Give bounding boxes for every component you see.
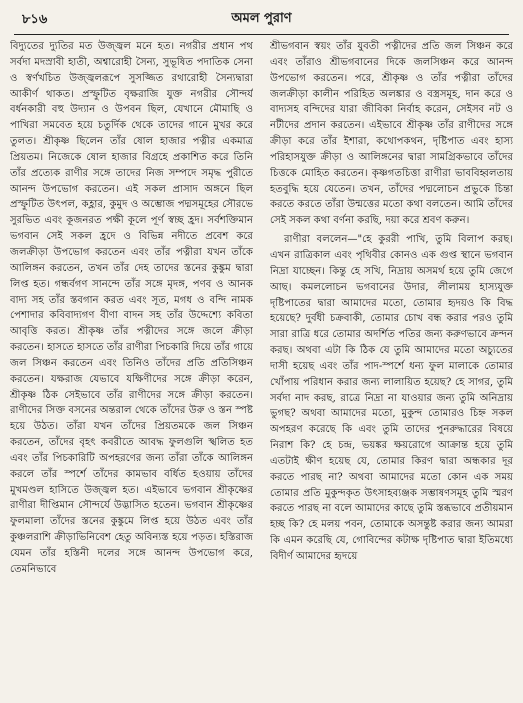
right-paragraph-1: শ্রীভগবান স্বয়ং তাঁর যুবতী পত্নীদের প্রতি জল সিঞ্চন করে এবং তাঁরাও শ্রীভগবানের দিকে জলসিঞ্চন করে আনন্দ উপভোগ করতেন। পরে, শ্রীকৃষ্ণ ও তাঁর পত্নীরা তাঁদের জলক্রীড়া কালীন পরিহিত অলঙ্কার ও বস্ত্রসমূহ, দান করে ও বাদ্যসহ বন্দিদের যারা জীবিকা নির্বাহ করেন, সেইসব নট ও নটীদের প্রদান করতেন। এইভাবে শ্রীকৃষ্ণ তাঁর রাণীদের সঙ্গে ক্রীড়া করে তাঁর ইশারা, কথোপকথন, দৃষ্টিপাত এবং হাস্য পরিহাসযুক্ত ক্রীড়া ও আলিঙ্গনের দ্বারা সামগ্রিকভাবে তাঁদের চিত্তকে মোহিত করতেন। কৃষ্ণগতচিত্তা রাণীরা ভাববিহ্বলতায় হতবুদ্ধি হয়ে যেতেন। তখন, তাঁদের পদ্মলোচন প্রভুকে চিন্তা করতে করতে তাঁরা উন্মত্তের মতো কথা বলতেন। আমি তাঁদের সেই সকল কথা বর্ণনা করছি, দয়া করে শ্রবণ করুন।: [270, 41, 513, 227]
header-rule: [14, 34, 509, 35]
page-number: ৮১৬: [22, 12, 48, 27]
right-paragraph-2: রাণীরা বললেন—"হে কুররী পাখি, তুমি বিলাপ করছ। এখন রাত্রিকাল এবং পৃথিবীর কোনও এক গুপ্ত স্থানে ভগবান নিদ্রা যাচ্ছেন। কিন্তু হে সখি, নিদ্রায় অসমর্থ হয়ে তুমি জেগে আছ। কমললোচন ভগবানের উদার, লীলাময় হাস্যযুক্ত দৃষ্টিপাতের দ্বারা আমাদের মতো, তোমার হৃদয়ও কি বিদ্ধ হয়েছে? দুর্বধী চক্রবাকী, তোমার চোখ বন্ধ করার পরও তুমি সারা রাত্রি ধরে তোমার অদর্শিত পতির জন্য করুণভাবে ক্রন্দন করছ। অথবা এটা কি ঠিক যে তুমি আমাদের মতো অচ্যুতের দাসী হয়েছ এবং তাঁর পাদ-স্পর্শে ধন্য ফুল মালাকে তোমার খোঁপায় পরিধান করার জন্য লালায়িত হয়েছ? হে সাগর, তুমি সর্বদা নাদ করছ, রাত্রে নিদ্রা না যাওয়ার জন্য তুমি অনিদ্রায় ভুগছ? অথবা আমাদের মতো, মুকুন্দ তোমারও চিহ্ন সকল অপহরণ করেছে কি এবং তুমি তাদের পুনরুদ্ধারের বিষয়ে নিরাশ কি? হে চন্দ্র, ভয়ঙ্কর ক্ষয়রোগে আক্রান্ত হয়ে তুমি এতটাই ক্ষীণ হয়েছ যে, তোমার কিরণ দ্বারা অন্ধকার দূর করতে পারছ না? অথবা আমাদের মতো কোন এক সময় তোমার প্রতি মুকুন্দকৃত উৎসাহব্যঞ্জক সম্ভাষণসমূহ তুমি স্মরণ করতে পারছ না বলে আমাদের কাছে তুমি স্তব্ধভাবে প্রতীয়মান হচ্ছ কি? হে মলয় পবন, তোমাকে অসন্তুষ্ট করার জন্য আমরা কি এমন করেছি যে, গোবিন্দের কটাক্ষ দৃষ্টিপাত দ্বারা ইতিমধ্যে বিদীর্ণ আমাদের হৃদয়ে: [270, 234, 513, 562]
left-paragraph-1: বিদ্যুতের দ্যুতির মত উজ্জ্বল মনে হত। নগরীর প্রধান পথ সর্বদা মদস্রাবী হাতী, অশ্বারোহী সৈন্য, সুভূষিত পদাতিক সেনা ও স্বর্ণখচিত উজ্জ্বলরূপে সুসজ্জিত রথারোহী সৈন্যদ্বারা আকীর্ণ থাকত। প্রস্ফুটিত বৃক্ষরাজি যুক্ত নগরীর সৌন্দর্য বর্ধনকারী বহু উদ্যান ও উপবন ছিল, যেখানে মৌমাছি ও পাখিরা সমবেত হয়ে চতুর্দিক থেকে তাদের গানে মুখর করে তুলত। শ্রীকৃষ্ণ ছিলেন তাঁর ষোল হাজার পত্নীর একমাত্র প্রিয়তম। নিজেকে ষোল হাজার বিগ্রহে প্রকাশিত করে তিনি তাঁর প্রত্যেক রাণীর সঙ্গে তাদের নিজ সম্পদে সমৃদ্ধ পুরীতে আনন্দ উপভোগ করতেন। এই সকল প্রাসাদ অঙ্গনে ছিল প্রস্ফুটিত উৎপল, কহ্লার, কুমুদ ও অম্ভোজ পদ্মসমূহের সৌরভে সুরভিত এবং কূজনরত পক্ষী কূলে পূর্ণ স্বচ্ছ হ্রদ। সর্বশক্তিমান ভগবান সেই সকল হ্রদে ও বিভিন্ন নদীতে প্রবেশ করে জলক্রীড়া উপভোগ করতেন এবং তাঁর পত্নীরা যখন তাঁকে আলিঙ্গন করতেন, তখন তাঁর দেহ তাদের স্তনের কুঙ্কুম দ্বারা লিপ্ত হত। গন্ধর্বগণ সানন্দে তাঁর সঙ্গে মৃদঙ্গ, পণব ও আনক বাদ্য সহ তাঁর স্তবগান করত এবং সূত, মগধ ও বন্দি নামক পেশাদার কবিবাদ্যগণ বীণা বাদন সহ তাঁর উদ্দেশ্যে কবিতা আবৃত্তি করত। শ্রীকৃষ্ণ তাঁর পত্নীদের সঙ্গে জলে ক্রীড়া করতেন। হাসতে হাসতে তাঁর রাণীরা পিচকারি দিয়ে তাঁর গায়ে জল সিঞ্চন করতেন এবং তিনিও তাঁদের প্রতি প্রতিসিঞ্চন করতেন। যক্ষরাজ যেভাবে যক্ষিণীদের সঙ্গে ক্রীড়া করেন, শ্রীকৃষ্ণ ঠিক সেইভাবে তাঁর রাণীদের সঙ্গে ক্রীড়া করতেন। রাণীদের সিক্ত বসনের অন্তরাল থেকে তাঁদের উরু ও স্তন স্পষ্ট হয়ে উঠত। তাঁরা যখন তাঁদের প্রিয়তমকে জল সিঞ্চন করতেন, তাঁদের বৃহৎ কবরীতে আবদ্ধ ফুলগুলি স্খলিত হত এবং তাঁর পিচকারিটি অপহরণের জন্য তাঁরা তাঁকে আলিঙ্গন করলে তাঁর স্পর্শে তাঁদের কামভাব বর্ধিত হওয়ায় তাঁদের মুখমণ্ডল হাসিতে উজ্জ্বল হত। এইভাবে ভগবান শ্রীকৃষ্ণের রাণীরা দীপ্তিমান সৌন্দর্যে উদ্ভাসিত হতেন। ভগবান শ্রীকৃষ্ণের ফুলমালা তাঁদের স্তনের কুঙ্কুমে লিপ্ত হয়ে উঠত এবং তাঁর কুঞ্চলরাশি ক্রীড়াভিনিবেশ হেতু অবিন্যস্ত হয়ে পড়ত। হস্তিরাজ যেমন তাঁর হস্তিনী দলের সঙ্গে আনন্দ উপভোগ করে, তেমনিভাবে: [10, 41, 253, 575]
page-header: [10, 6, 513, 28]
text-columns: [10, 39, 513, 703]
running-title: অমল পুরাণ: [231, 11, 292, 26]
left-column: [10, 39, 253, 703]
right-column: [270, 39, 513, 703]
